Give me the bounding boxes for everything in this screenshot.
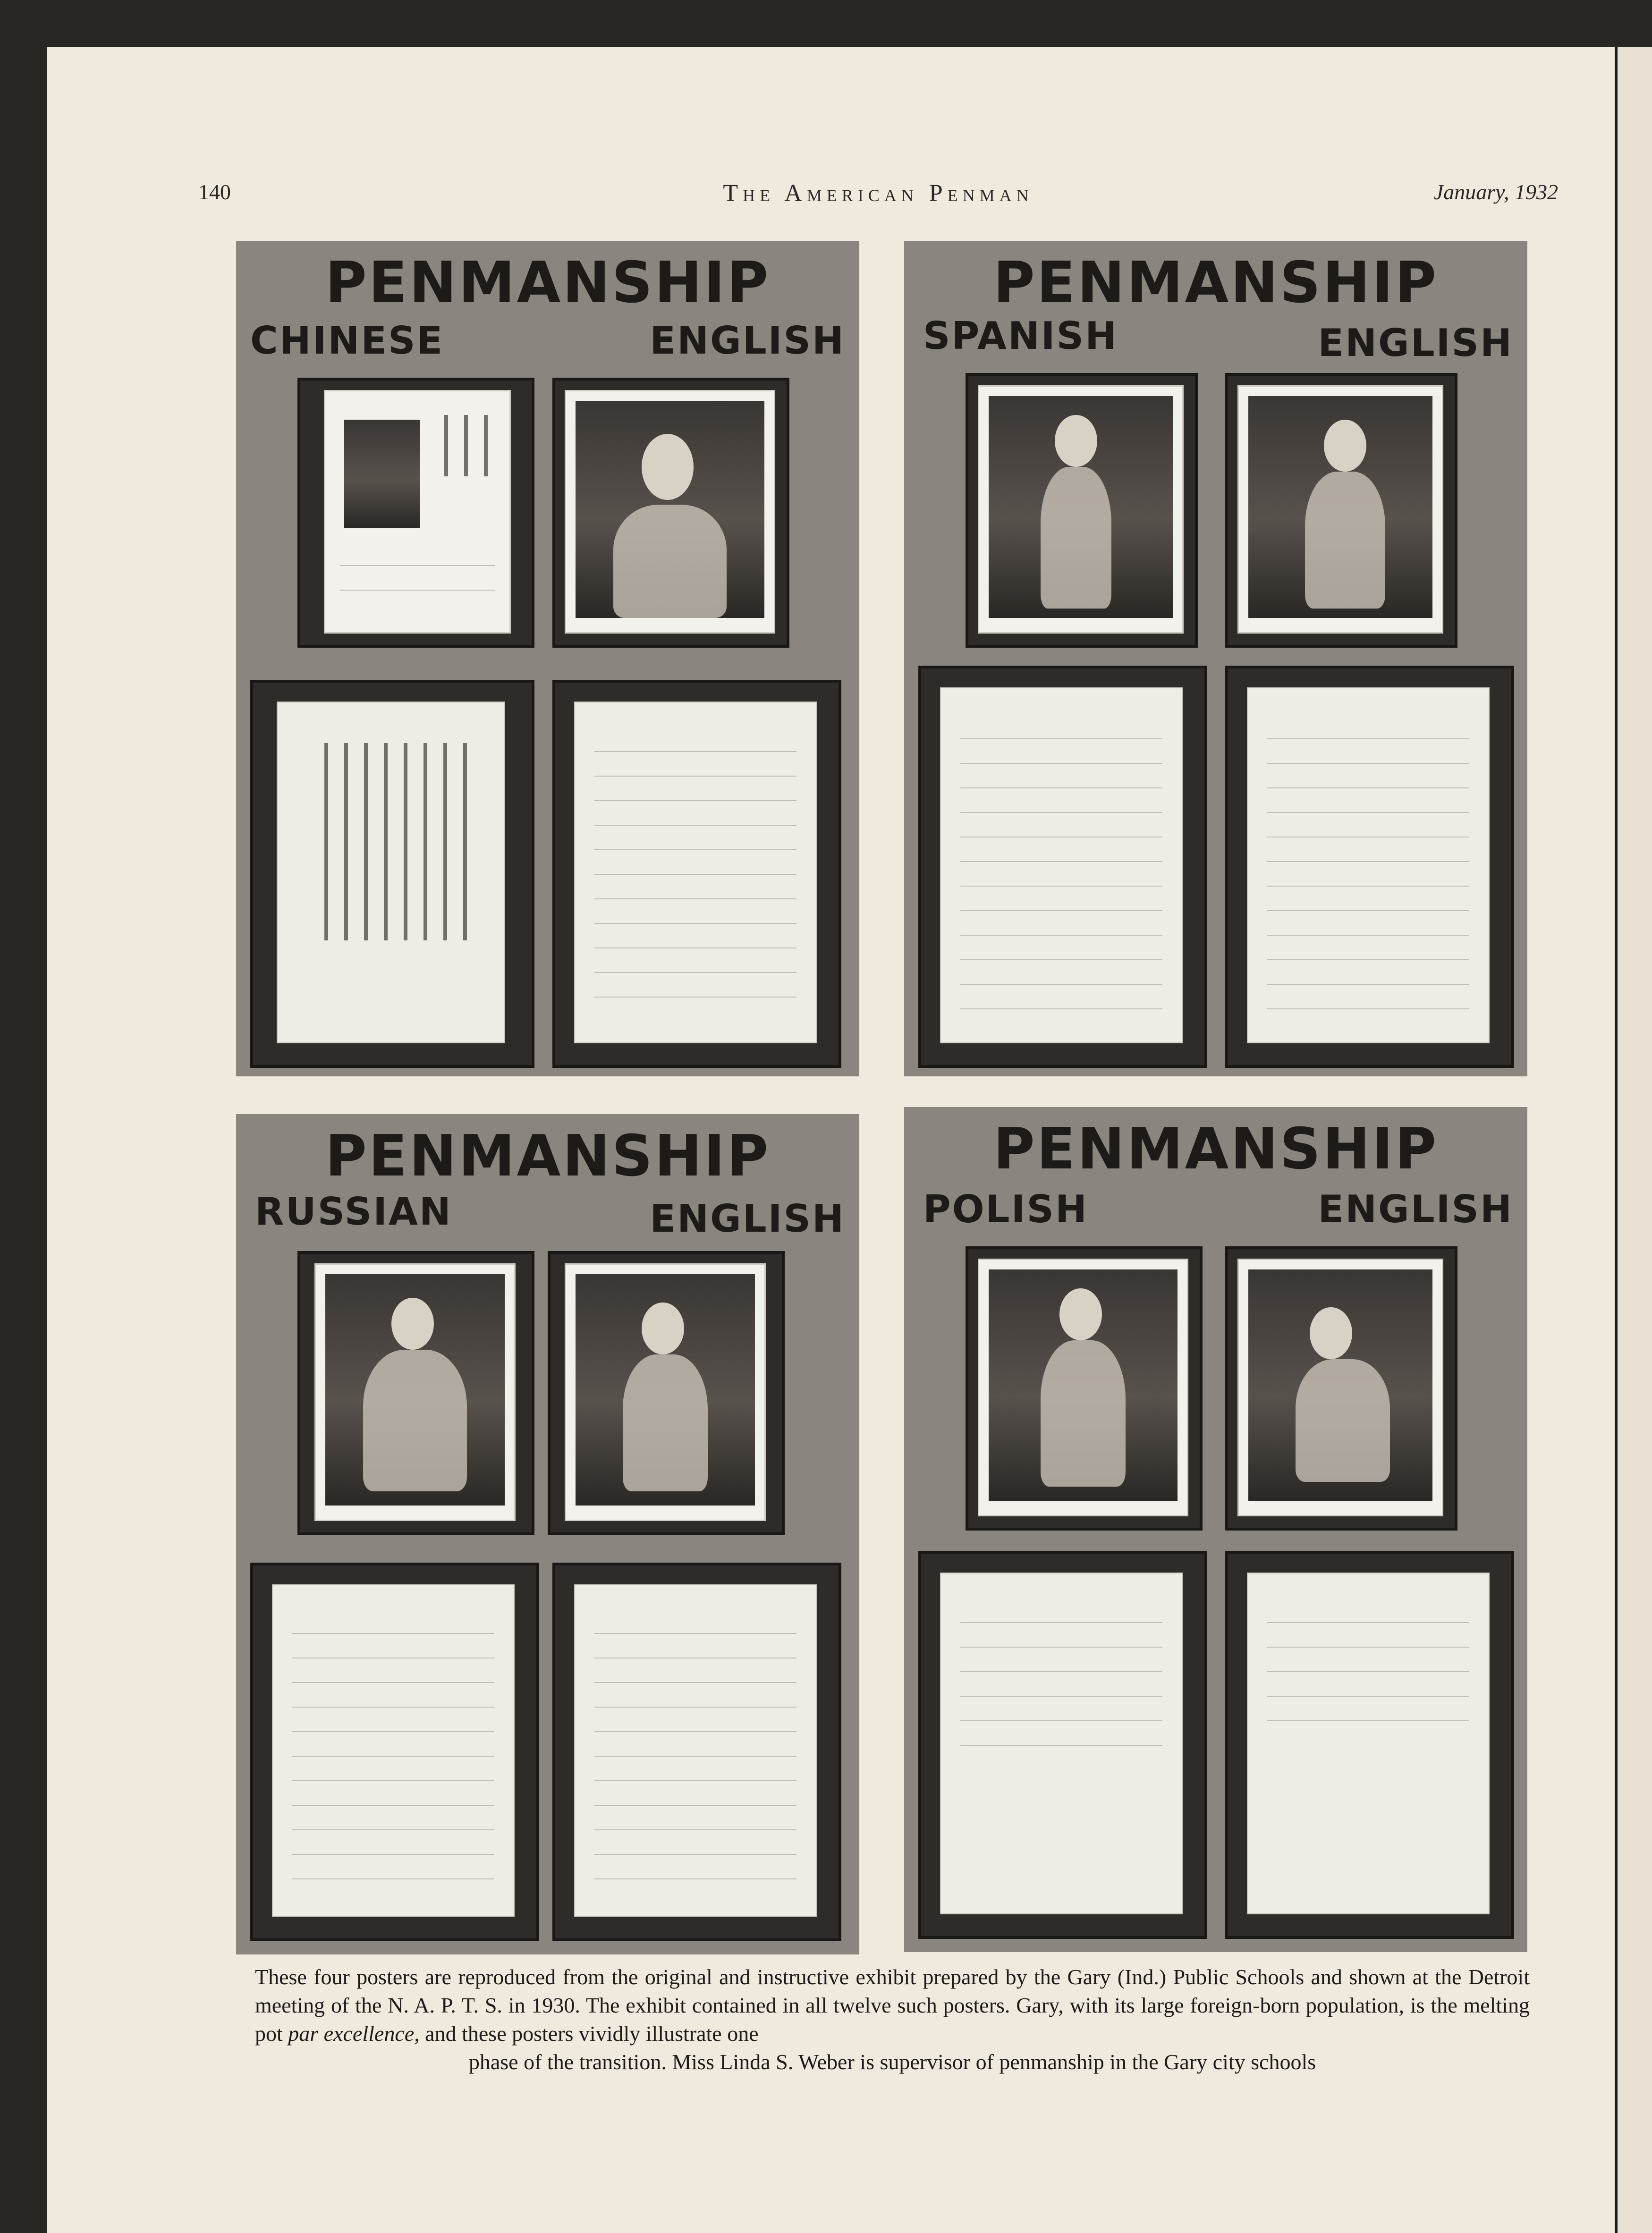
handwriting (594, 733, 796, 1012)
letter-mat-left (250, 1563, 539, 1941)
caption-emphasis: par excellence, (288, 2022, 420, 2046)
letter-mat-left (918, 1551, 1207, 1939)
page-header (198, 179, 1558, 212)
photo-card (978, 1259, 1188, 1516)
portrait-photo (989, 1269, 1178, 1501)
photo-mat-right (1225, 373, 1457, 648)
handwriting (292, 1615, 494, 1886)
letter-chinese (277, 702, 505, 1043)
photo-mat-left (966, 1246, 1203, 1531)
right-language-label: ENGLISH (650, 1197, 845, 1241)
poster-russian-english (236, 1114, 859, 1954)
portrait-figure (363, 1350, 467, 1491)
handwriting (1267, 720, 1469, 1011)
portrait-photo (989, 396, 1173, 618)
poster-spanish-english (904, 241, 1527, 1076)
portrait-figure (1041, 467, 1111, 609)
portrait-photo (325, 1274, 505, 1506)
portrait-photo (344, 420, 420, 528)
poster-polish-english (904, 1107, 1527, 1952)
photo-mat-left (966, 373, 1198, 648)
photo-card (314, 1263, 516, 1521)
letter-english (1247, 1573, 1490, 1914)
journal-title: The American Penman (723, 180, 1034, 207)
letter-english (574, 702, 817, 1043)
poster-title: PENMANSHIP (325, 250, 771, 316)
portrait-figure (1041, 1340, 1126, 1487)
portrait-figure (613, 505, 727, 618)
portrait-photo (576, 401, 764, 618)
photo-card (565, 1263, 766, 1521)
portrait-photo (1248, 396, 1432, 618)
letter-mat-right (1225, 666, 1514, 1068)
photo-card (1237, 385, 1443, 634)
handwriting (1267, 1604, 1469, 1743)
caption-text-continued: and these posters vividly illustrate one (419, 2022, 759, 2046)
letter-english (574, 1584, 817, 1917)
letter-mat-right (552, 1563, 841, 1941)
chinese-text (314, 743, 468, 940)
caption-last-line: phase of the transition. Miss Linda S. Weber is supervisor of penmanship in the Gary city schools (468, 2050, 1316, 2074)
facing-page-edge (1615, 47, 1652, 2233)
photo-card (324, 390, 511, 634)
poster-chinese-english (236, 241, 859, 1076)
left-language-label: CHINESE (250, 319, 444, 363)
letter-mat-right (1225, 1551, 1514, 1939)
portrait-figure (623, 1354, 708, 1491)
portrait-head (1055, 415, 1097, 467)
left-language-label: POLISH (923, 1187, 1088, 1231)
chinese-inscription (434, 415, 491, 476)
portrait-head (1324, 420, 1366, 472)
handwriting (960, 1604, 1162, 1760)
portrait-figure (1305, 472, 1385, 609)
letter-spanish (940, 687, 1183, 1043)
photo-mat-left (297, 378, 534, 648)
portrait-head (391, 1298, 434, 1350)
page-number: 140 (198, 180, 231, 204)
right-language-label: ENGLISH (1318, 1187, 1513, 1231)
poster-title: PENMANSHIP (325, 1124, 771, 1189)
letter-mat-right (552, 680, 841, 1068)
letter-mat-left (918, 666, 1207, 1068)
photo-card (978, 385, 1184, 634)
left-language-label: SPANISH (923, 314, 1118, 358)
handwriting (960, 720, 1162, 1011)
handwriting (594, 1615, 796, 1886)
photo-card (1237, 1259, 1443, 1516)
portrait-photo (576, 1274, 755, 1506)
portrait-head (642, 1303, 684, 1354)
portrait-head (1310, 1307, 1352, 1359)
portrait-photo (1248, 1269, 1432, 1501)
photo-mat-left (297, 1251, 534, 1535)
letter-russian (272, 1584, 515, 1917)
photo-mat-right (552, 378, 789, 648)
photo-mat-right (1225, 1246, 1457, 1531)
portrait-figure (1296, 1359, 1390, 1482)
photo-mat-right (548, 1251, 785, 1535)
right-language-label: ENGLISH (1318, 321, 1513, 365)
poster-title: PENMANSHIP (993, 250, 1439, 316)
letter-mat-left (250, 680, 534, 1068)
portrait-head (642, 434, 694, 500)
left-language-label: RUSSIAN (255, 1190, 452, 1234)
right-language-label: ENGLISH (650, 319, 845, 363)
portrait-head (1059, 1288, 1102, 1340)
photo-card (565, 390, 775, 634)
poster-title: PENMANSHIP (993, 1116, 1439, 1182)
issue-date: January, 1932 (1433, 180, 1558, 204)
letter-english (1247, 687, 1490, 1043)
letter-polish (940, 1573, 1183, 1914)
caption-text: These four posters are reproduced from the original and instructive exhibit prepared by the Gary (Ind.) Public Schools and shown at the Detroit meeting of the N. A. P. T. S. in 1930. The exhibit contained in all twelve such posters. Gary, with its large foreign-born population, is the melting pot (255, 1965, 1530, 2046)
figure-caption (255, 1963, 1530, 2076)
signature-lines (340, 547, 495, 604)
